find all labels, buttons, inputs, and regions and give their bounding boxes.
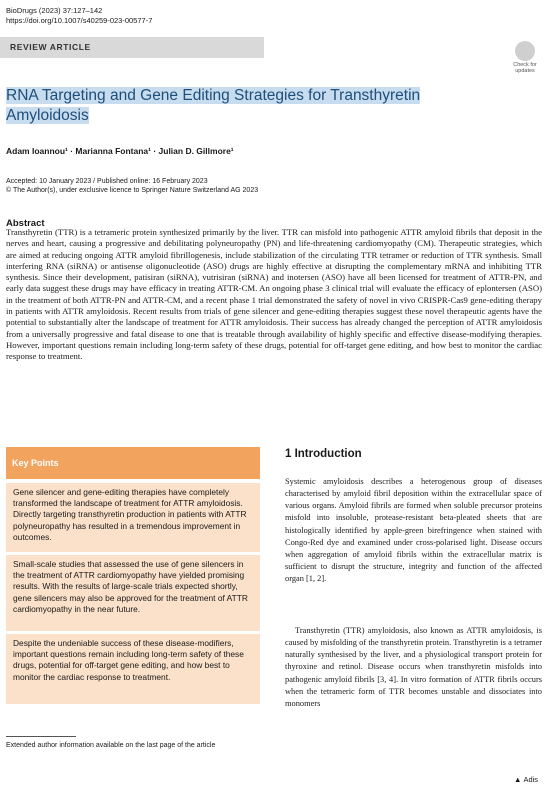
publisher-logo [514,775,538,784]
introduction-heading: 1 Introduction [285,448,362,460]
check-updates-label: Check for updates [513,62,537,74]
copyright-line: © The Author(s), under exclusive licence to Springer Nature Switzerland AG 2023 [6,187,259,194]
intro-paragraph-2: Transthyretin (TTR) amyloidosis, also known as ATTR amyloidosis, is caused by misfolding of the transthyretin protein. Transthyretin is a tetramer naturally synthesised by the liver, and a physiological transport protein for thyroxine and retinol. Disease occurs when transthyretin misfolds into pathogenic amyloid fibrils [3, 4]. In vitro formation of ATTR fibrils occurs when the tetrameric form of TTR becomes unstable and dissociates into monomers [285,626,542,708]
intro-paragraph-1: Systemic amyloidosis describes a heterogenous group of diseases characterised by amyloid fibril deposition within the extracellular space of various organs. Amyloid fibrils are formed when soluble precursor proteins misfold into insoluble, protease-resistant beta-pleated sheets that are histologically identified by apple-green birefringence when stained with Congo-Red dye and examined under cross-polarised light. Disease occurs when aggregation of amyloid fibrils within the extracellular matrix is sufficient to disrupt the structure, integrity and function of the affected organ [1, 2]. [285,477,542,584]
footnote-divider [6,736,76,737]
key-point-1: Gene silencer and gene-editing therapies have completely transformed the landscape of treatment for ATTR amyloidosis. Directly targeting transthyretin production in patients with ATTR polyneuropathy has resulted in a tremendous improvement in outcomes. [6,483,260,552]
accepted-published-dates: Accepted: 10 January 2023 / Published online: 16 February 2023 [6,178,208,185]
abstract-text: Transthyretin (TTR) is a tetrameric protein synthesized primarily by the liver. TTR can misfold into pathogenic ATTR amyloid fibrils that deposit in the nerves and heart, causing a progressive and debilitating polyneuropathy (PN) and life-threatening cardiomyopathy (CM). Therapeutic strategies, which are aimed at reducing ongoing ATTR amyloid fibrillogenesis, include stabilization of the circulating TTR tetramer or reduction of TTR synthesis. Small interfering RNA (siRNA) or antisense oligonucleotide (ASO) drugs are highly effective at disrupting the complementary mRNA and inhibiting TTR synthesis. Since their development, patisiran (siRNA), vutrisiran (siRNA) and inotersen (ASO) have all been licensed for treatment of ATTR-PN, and early data suggest these drugs may have efficacy in treating ATTR-CM. An ongoing phase 3 clinical trial will evaluate the efficacy of eplontersen (ASO) in the treatment of both ATTR-PN and ATTR-CM, and a recent phase 1 trial demonstrated the safety of novel in vivo CRISPR-Cas9 gene-editing therapy in patients with ATTR amyloidosis. Recent results from trials of gene silencer and gene-editing therapies suggest these novel therapeutic agents have the potential to substantially alter the landscape of treatment for ATTR amyloidosis. Their success has already changed the perception of ATTR amyloidosis from a universally progressive and fatal disease to one that is treatable through availability of highly specific and effective disease-modifying therapies. However, important questions remain including long-term safety of these drugs, potential for off-target gene editing, and how best to monitor the cardiac response to treatment. [6,227,542,362]
adis-triangle-icon: ▲ [514,775,522,784]
article-type-label: REVIEW ARTICLE [10,42,91,52]
author-list: Adam Ioannou¹ · Marianna Fontana¹ · Julian D. Gillmore¹ [6,146,234,156]
author-info-footnote: Extended author information available on the last page of the article [6,742,216,749]
key-points-heading: Key Points [12,458,59,468]
doi-link[interactable]: https://doi.org/10.1007/s40259-023-00577-7 [6,16,153,25]
abstract-heading: Abstract [6,218,45,229]
article-title [6,86,426,126]
article-type-banner [0,37,264,58]
key-point-2: Small-scale studies that assessed the use of gene silencers in the treatment of ATTR cardiomyopathy have yielded promising results. With the results of large-scale trials expected shortly, gene silencers may also be approved for the treatment of ATTR cardiomyopathy in the near future. [6,555,260,631]
publisher-name: Adis [523,775,539,784]
check-for-updates-badge[interactable] [508,41,542,75]
journal-citation: BioDrugs (2023) 37:127–142 [6,6,103,15]
article-title-text: RNA Targeting and Gene Editing Strategies for Transthyretin Amyloidosis [6,87,421,124]
publication-dates [6,177,258,195]
check-updates-icon [515,41,535,61]
key-point-3: Despite the undeniable success of these disease-modifiers, important questions remain including long-term safety of these drugs, potential for off-target gene editing, and how best to monitor the cardiac response to treatment. [6,634,260,704]
key-points-header [6,447,260,479]
